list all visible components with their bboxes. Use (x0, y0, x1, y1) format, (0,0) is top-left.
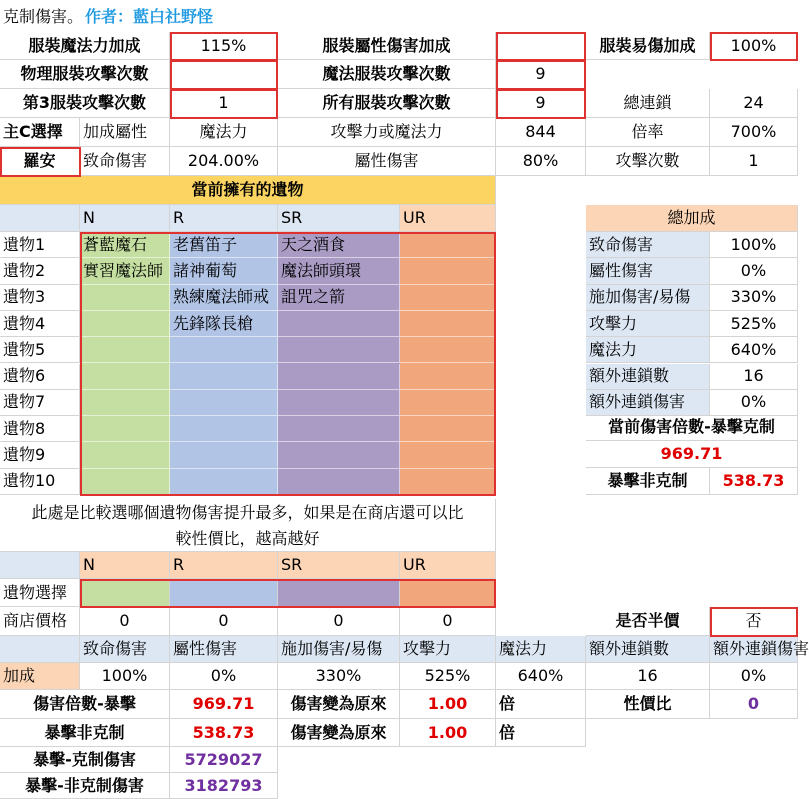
relic-slot-ur[interactable] (400, 416, 496, 442)
value-crit-dmg: 204.00% (170, 147, 278, 176)
relic-slot-ur[interactable] (400, 285, 496, 311)
label-bonus-attr: 加成屬性 (80, 118, 170, 147)
total-current-label: 當前傷害倍數-暴擊克制 (586, 413, 798, 441)
result-change-value-2: 1.00 (400, 719, 496, 747)
grade-sr: SR (278, 205, 400, 232)
bonus-value: 16 (586, 663, 710, 690)
grade-ur: UR (400, 205, 496, 232)
relic-slot-r[interactable] (170, 442, 278, 468)
relic-slot-sr[interactable] (278, 416, 400, 442)
compare-note-line2: 較性價比，越高越好 (0, 527, 496, 552)
relic-slot-n[interactable] (80, 416, 170, 442)
label-crit-dmg: 致命傷害 (80, 147, 170, 176)
relic-slot-ur[interactable] (400, 469, 496, 495)
relic-slot-n[interactable] (80, 390, 170, 416)
compare-grade-sr: SR (278, 552, 400, 579)
label-costume-vuln-bonus: 服裝易傷加成 (586, 32, 710, 60)
compare-grade-r: R (170, 552, 278, 579)
relic-select-sr[interactable] (278, 579, 400, 607)
total-bonus-value: 525% (710, 311, 798, 337)
label-atk-or-mag: 攻擊力或魔法力 (278, 118, 496, 147)
relic-slot-r[interactable]: 先鋒隊長槍 (170, 311, 278, 337)
relic-select-label: 遺物選擇 (0, 579, 80, 607)
relic-slot-n[interactable] (80, 285, 170, 311)
compare-grade-ur: UR (400, 552, 496, 579)
grade-corner (0, 205, 80, 232)
author-text: 作者：藍白社野怪 (85, 6, 214, 26)
total-bonus-header: 總加成 (586, 205, 798, 232)
relic-slot-r[interactable] (170, 390, 278, 416)
relic-slot-r[interactable] (170, 469, 278, 495)
value-ratio-label: 性價比 (586, 690, 710, 719)
relic-slot-n[interactable] (80, 364, 170, 390)
relic-select-ur[interactable] (400, 579, 496, 607)
total-bonus-value: 0% (710, 390, 798, 416)
result-change-label-1: 傷害變為原來 (278, 690, 400, 719)
bonus-header: 屬性傷害 (170, 636, 278, 663)
relic-slot-sr[interactable] (278, 390, 400, 416)
relic-slot-n[interactable] (80, 311, 170, 337)
total-bonus-label: 屬性傷害 (586, 258, 710, 284)
relic-row-label: 遺物5 (0, 337, 80, 363)
total-bonus-value: 100% (710, 232, 798, 258)
bonus-value: 330% (278, 663, 400, 690)
bonus-header: 額外連鎖傷害 (710, 636, 798, 663)
result-change-value-1: 1.00 (400, 690, 496, 719)
value-atk-or-mag[interactable]: 844 (496, 118, 586, 147)
result-change-label-2: 傷害變為原來 (278, 719, 400, 747)
relic-slot-sr[interactable]: 詛咒之箭 (278, 285, 400, 311)
input-third-costume-hits[interactable]: 1 (170, 89, 278, 118)
label-phys-costume-hits: 物理服裝攻擊次數 (0, 60, 170, 89)
relic-slot-r[interactable]: 老舊笛子 (170, 232, 278, 258)
input-all-costume-hits[interactable]: 9 (496, 89, 586, 118)
character-select[interactable]: 羅安 (0, 147, 80, 176)
result-crit-noncounter-label: 暴擊-非克制傷害 (0, 773, 170, 799)
shop-price-label: 商店價格 (0, 607, 80, 636)
label-mag-costume-hits: 魔法服裝攻擊次數 (278, 60, 496, 89)
relic-slot-sr[interactable] (278, 442, 400, 468)
relic-slot-n[interactable] (80, 469, 170, 495)
value-rate[interactable]: 700% (710, 118, 798, 147)
bonus-value: 640% (496, 663, 586, 690)
value-attr-dmg: 80% (496, 147, 586, 176)
relic-select-r[interactable] (170, 579, 278, 607)
bonus-header: 施加傷害/易傷 (278, 636, 400, 663)
result-noncounter-value: 538.73 (170, 719, 278, 747)
relic-row-label: 遺物4 (0, 311, 80, 337)
total-bonus-label: 致命傷害 (586, 232, 710, 258)
relic-slot-ur[interactable] (400, 442, 496, 468)
input-phys-costume-hits[interactable] (170, 60, 278, 89)
total-bonus-value: 330% (710, 285, 798, 311)
bonus-header: 致命傷害 (80, 636, 170, 663)
input-costume-vuln-bonus[interactable]: 100% (710, 32, 798, 60)
result-crit-noncounter-value: 3182793 (170, 773, 278, 799)
shop-price-ur[interactable]: 0 (400, 607, 496, 636)
relic-slot-ur[interactable] (400, 311, 496, 337)
result-crit-counter-label: 暴擊-克制傷害 (0, 747, 170, 773)
shop-price-sr[interactable]: 0 (278, 607, 400, 636)
result-crit-counter-value: 5729027 (170, 747, 278, 773)
value-ratio-value: 0 (710, 690, 798, 719)
relic-row-label: 遺物3 (0, 285, 80, 311)
label-costume-magic-bonus: 服裝魔法力加成 (0, 32, 170, 60)
relic-slot-r[interactable]: 諸神葡萄 (170, 258, 278, 284)
relic-row-label: 遺物8 (0, 416, 80, 442)
bonus-header-corner (0, 636, 80, 663)
half-price-label: 是否半價 (586, 607, 710, 636)
relic-slot-ur[interactable] (400, 364, 496, 390)
input-costume-magic-bonus[interactable]: 115% (170, 32, 278, 60)
total-noncounter-label: 暴擊非克制 (586, 468, 710, 495)
relics-header: 當前擁有的遺物 (0, 176, 496, 205)
relic-slot-sr[interactable]: 天之酒食 (278, 232, 400, 258)
relic-slot-r[interactable] (170, 337, 278, 363)
input-mag-costume-hits[interactable]: 9 (496, 60, 586, 89)
relic-slot-ur[interactable] (400, 390, 496, 416)
bonus-value: 0% (710, 663, 798, 690)
total-bonus-label: 額外連鎖數 (586, 364, 710, 390)
relic-slot-sr[interactable] (278, 311, 400, 337)
relic-slot-r[interactable]: 熟練魔法師戒 (170, 285, 278, 311)
compare-grade-corner (0, 552, 80, 579)
total-bonus-label: 魔法力 (586, 337, 710, 363)
shop-price-r[interactable]: 0 (170, 607, 278, 636)
relic-slot-ur[interactable] (400, 258, 496, 284)
input-costume-attr-bonus[interactable] (496, 32, 586, 60)
total-bonus-value: 16 (710, 364, 798, 390)
label-all-costume-hits: 所有服裝攻擊次數 (278, 89, 496, 118)
result-noncounter-label: 暴擊非克制 (0, 719, 170, 747)
result-crit-value: 969.71 (170, 690, 278, 719)
relic-row-label: 遺物6 (0, 364, 80, 390)
result-times-2: 倍 (496, 719, 586, 747)
total-bonus-value: 0% (710, 258, 798, 284)
total-bonus-label: 攻擊力 (586, 311, 710, 337)
bonus-value: 100% (80, 663, 170, 690)
relic-slot-sr[interactable]: 魔法師頭環 (278, 258, 400, 284)
sheet-title (0, 0, 798, 30)
relic-slot-n[interactable]: 實習魔法師 (80, 258, 170, 284)
relic-select-n[interactable] (80, 579, 170, 607)
relic-slot-sr[interactable] (278, 469, 400, 495)
total-bonus-value: 640% (710, 337, 798, 363)
total-noncounter-value: 538.73 (710, 468, 798, 495)
half-price-select[interactable]: 否 (710, 607, 798, 636)
relic-row-label: 遺物1 (0, 232, 80, 258)
label-costume-attr-bonus: 服裝屬性傷害加成 (278, 32, 496, 60)
total-bonus-label: 施加傷害/易傷 (586, 285, 710, 311)
bonus-value: 525% (400, 663, 496, 690)
bonus-value: 0% (170, 663, 278, 690)
relic-slot-n[interactable] (80, 337, 170, 363)
value-hit-count: 1 (710, 147, 798, 176)
value-total-chain: 24 (710, 89, 798, 118)
result-times-1: 倍 (496, 690, 586, 719)
grade-r: R (170, 205, 278, 232)
compare-grade-n: N (80, 552, 170, 579)
relic-row-label: 遺物9 (0, 442, 80, 468)
bonus-header: 魔法力 (496, 636, 586, 663)
relic-row-label: 遺物7 (0, 390, 80, 416)
compare-note-line1: 此處是比較選哪個遺物傷害提升最多，如果是在商店還可以比 (0, 499, 496, 527)
label-total-chain: 總連鎖 (586, 89, 710, 118)
total-current-value: 969.71 (586, 441, 798, 468)
label-third-costume-hits: 第3服裝攻擊次數 (0, 89, 170, 118)
label-rate: 倍率 (586, 118, 710, 147)
relic-slot-sr[interactable] (278, 337, 400, 363)
bonus-header: 攻擊力 (400, 636, 496, 663)
relic-slot-n[interactable] (80, 442, 170, 468)
shop-price-n[interactable]: 0 (80, 607, 170, 636)
relic-slot-sr[interactable] (278, 364, 400, 390)
relic-slot-ur[interactable] (400, 337, 496, 363)
relic-slot-ur[interactable] (400, 232, 496, 258)
total-bonus-label: 額外連鎖傷害 (586, 390, 710, 416)
bonus-row-label: 加成 (0, 663, 80, 690)
value-bonus-attr[interactable]: 魔法力 (170, 118, 278, 147)
relic-slot-r[interactable] (170, 364, 278, 390)
label-hit-count: 攻擊次數 (586, 147, 710, 176)
relic-row-label: 遺物2 (0, 258, 80, 284)
relic-slot-r[interactable] (170, 416, 278, 442)
label-main-c: 主C選擇 (0, 118, 80, 147)
title-text: 克制傷害。 (3, 6, 84, 26)
grade-n: N (80, 205, 170, 232)
relic-slot-n[interactable]: 蒼藍魔石 (80, 232, 170, 258)
bonus-header: 額外連鎖數 (586, 636, 710, 663)
result-crit-label: 傷害倍數-暴擊 (0, 690, 170, 719)
label-attr-dmg: 屬性傷害 (278, 147, 496, 176)
relic-row-label: 遺物10 (0, 469, 80, 495)
